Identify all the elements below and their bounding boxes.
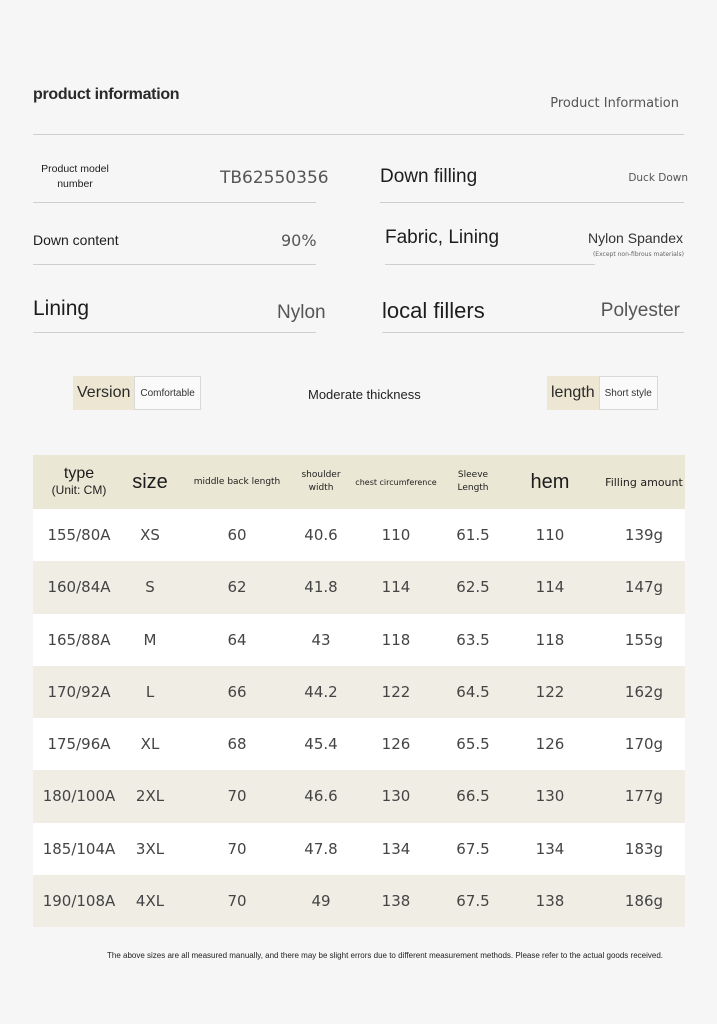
thickness-tag: Moderate thickness [308,387,421,402]
cell-shoulder: 40.6 [299,509,343,561]
length-value: Short style [599,376,658,410]
cell-hem: 114 [497,561,603,613]
cell-back-length: 60 [175,509,299,561]
cell-chest: 138 [343,875,449,927]
cell-sleeve: 66.5 [449,770,497,822]
cell-chest: 118 [343,614,449,666]
table-row [33,614,685,666]
cell-size: 4XL [125,875,175,927]
cell-type: 160/84A [33,561,125,613]
cell-chest: 114 [343,561,449,613]
cell-filling: 139g [603,509,685,561]
fabric-note: (Except non-fibrous materials) [592,251,684,258]
cell-chest: 126 [343,718,449,770]
cell-type: 190/108A [33,875,125,927]
cell-filling: 162g [603,666,685,718]
cell-shoulder: 43 [299,614,343,666]
page-title: product information [33,86,180,103]
header-divider [33,134,684,135]
cell-sleeve: 64.5 [449,666,497,718]
cell-hem: 138 [497,875,603,927]
page-subtitle: Product Information [550,96,679,111]
cell-back-length: 68 [175,718,299,770]
table-header-row [33,455,685,509]
cell-shoulder: 47.8 [299,823,343,875]
table-row [33,823,685,875]
local-fillers-label: local fillers [382,298,485,323]
cell-size: L [125,666,175,718]
cell-filling: 155g [603,614,685,666]
footer-note: The above sizes are all measured manually, and there may be slight errors due to different measurement methods. Please refer to the actual goods received. [106,951,663,960]
cell-chest: 110 [343,509,449,561]
spec-divider [382,332,684,333]
cell-shoulder: 41.8 [299,561,343,613]
size-table [33,455,685,927]
cell-hem: 126 [497,718,603,770]
cell-shoulder: 49 [299,875,343,927]
cell-back-length: 62 [175,561,299,613]
version-tag [73,376,201,410]
cell-type: 155/80A [33,509,125,561]
cell-filling: 147g [603,561,685,613]
header-filling: Filling amount [603,455,685,509]
cell-shoulder: 44.2 [299,666,343,718]
cell-back-length: 70 [175,823,299,875]
spec-divider [33,332,316,333]
fabric-label: Fabric, Lining [385,227,500,248]
cell-filling: 177g [603,770,685,822]
cell-hem: 118 [497,614,603,666]
model-value: TB62550356 [220,168,329,188]
table-row [33,561,685,613]
cell-back-length: 66 [175,666,299,718]
header-sleeve: Sleeve Length [449,455,497,509]
cell-hem: 130 [497,770,603,822]
cell-size: 2XL [125,770,175,822]
down-content-label: Down content [33,232,119,248]
cell-filling: 186g [603,875,685,927]
length-tag [547,376,658,410]
cell-sleeve: 63.5 [449,614,497,666]
cell-size: S [125,561,175,613]
cell-type: 175/96A [33,718,125,770]
cell-hem: 110 [497,509,603,561]
version-value: Comfortable [134,376,200,410]
header-chest: chest circumference [343,455,449,509]
down-filling-label: Down filling [380,166,478,187]
cell-shoulder: 46.6 [299,770,343,822]
table-row [33,770,685,822]
cell-size: XS [125,509,175,561]
cell-type: 170/92A [33,666,125,718]
cell-chest: 134 [343,823,449,875]
cell-back-length: 64 [175,614,299,666]
cell-sleeve: 62.5 [449,561,497,613]
cell-size: 3XL [125,823,175,875]
cell-chest: 122 [343,666,449,718]
header-back-length: middle back length [175,455,299,509]
header-type-label: type [63,465,95,482]
header-hem: hem [497,455,603,509]
cell-chest: 130 [343,770,449,822]
lining-label: Lining [33,297,90,320]
down-content-value: 90% [281,231,317,250]
table-row [33,509,685,561]
cell-sleeve: 65.5 [449,718,497,770]
spec-divider [33,202,316,203]
cell-sleeve: 67.5 [449,875,497,927]
lining-value: Nylon [277,302,326,323]
cell-hem: 134 [497,823,603,875]
cell-type: 165/88A [33,614,125,666]
cell-type: 185/104A [33,823,125,875]
local-fillers-value: Polyester [600,300,680,321]
spec-divider [380,202,684,203]
cell-shoulder: 45.4 [299,718,343,770]
cell-hem: 122 [497,666,603,718]
cell-sleeve: 67.5 [449,823,497,875]
spec-divider [33,264,316,265]
cell-back-length: 70 [175,875,299,927]
table-row [33,718,685,770]
header-shoulder: shoulder width [299,455,343,509]
header-type-unit: (Unit: CM) [51,483,107,497]
version-label: Version [77,384,131,401]
spec-divider [385,264,595,265]
table-row [33,666,685,718]
cell-sleeve: 61.5 [449,509,497,561]
fabric-value: Nylon Spandex [588,230,683,246]
cell-filling: 183g [603,823,685,875]
cell-size: XL [125,718,175,770]
cell-size: M [125,614,175,666]
table-row [33,875,685,927]
header-size: size [125,455,175,509]
header-type [33,455,125,509]
cell-back-length: 70 [175,770,299,822]
model-label: Product model number [41,163,109,190]
cell-type: 180/100A [33,770,125,822]
cell-filling: 170g [603,718,685,770]
down-filling-value: Duck Down [628,172,688,184]
length-label: length [551,384,595,401]
